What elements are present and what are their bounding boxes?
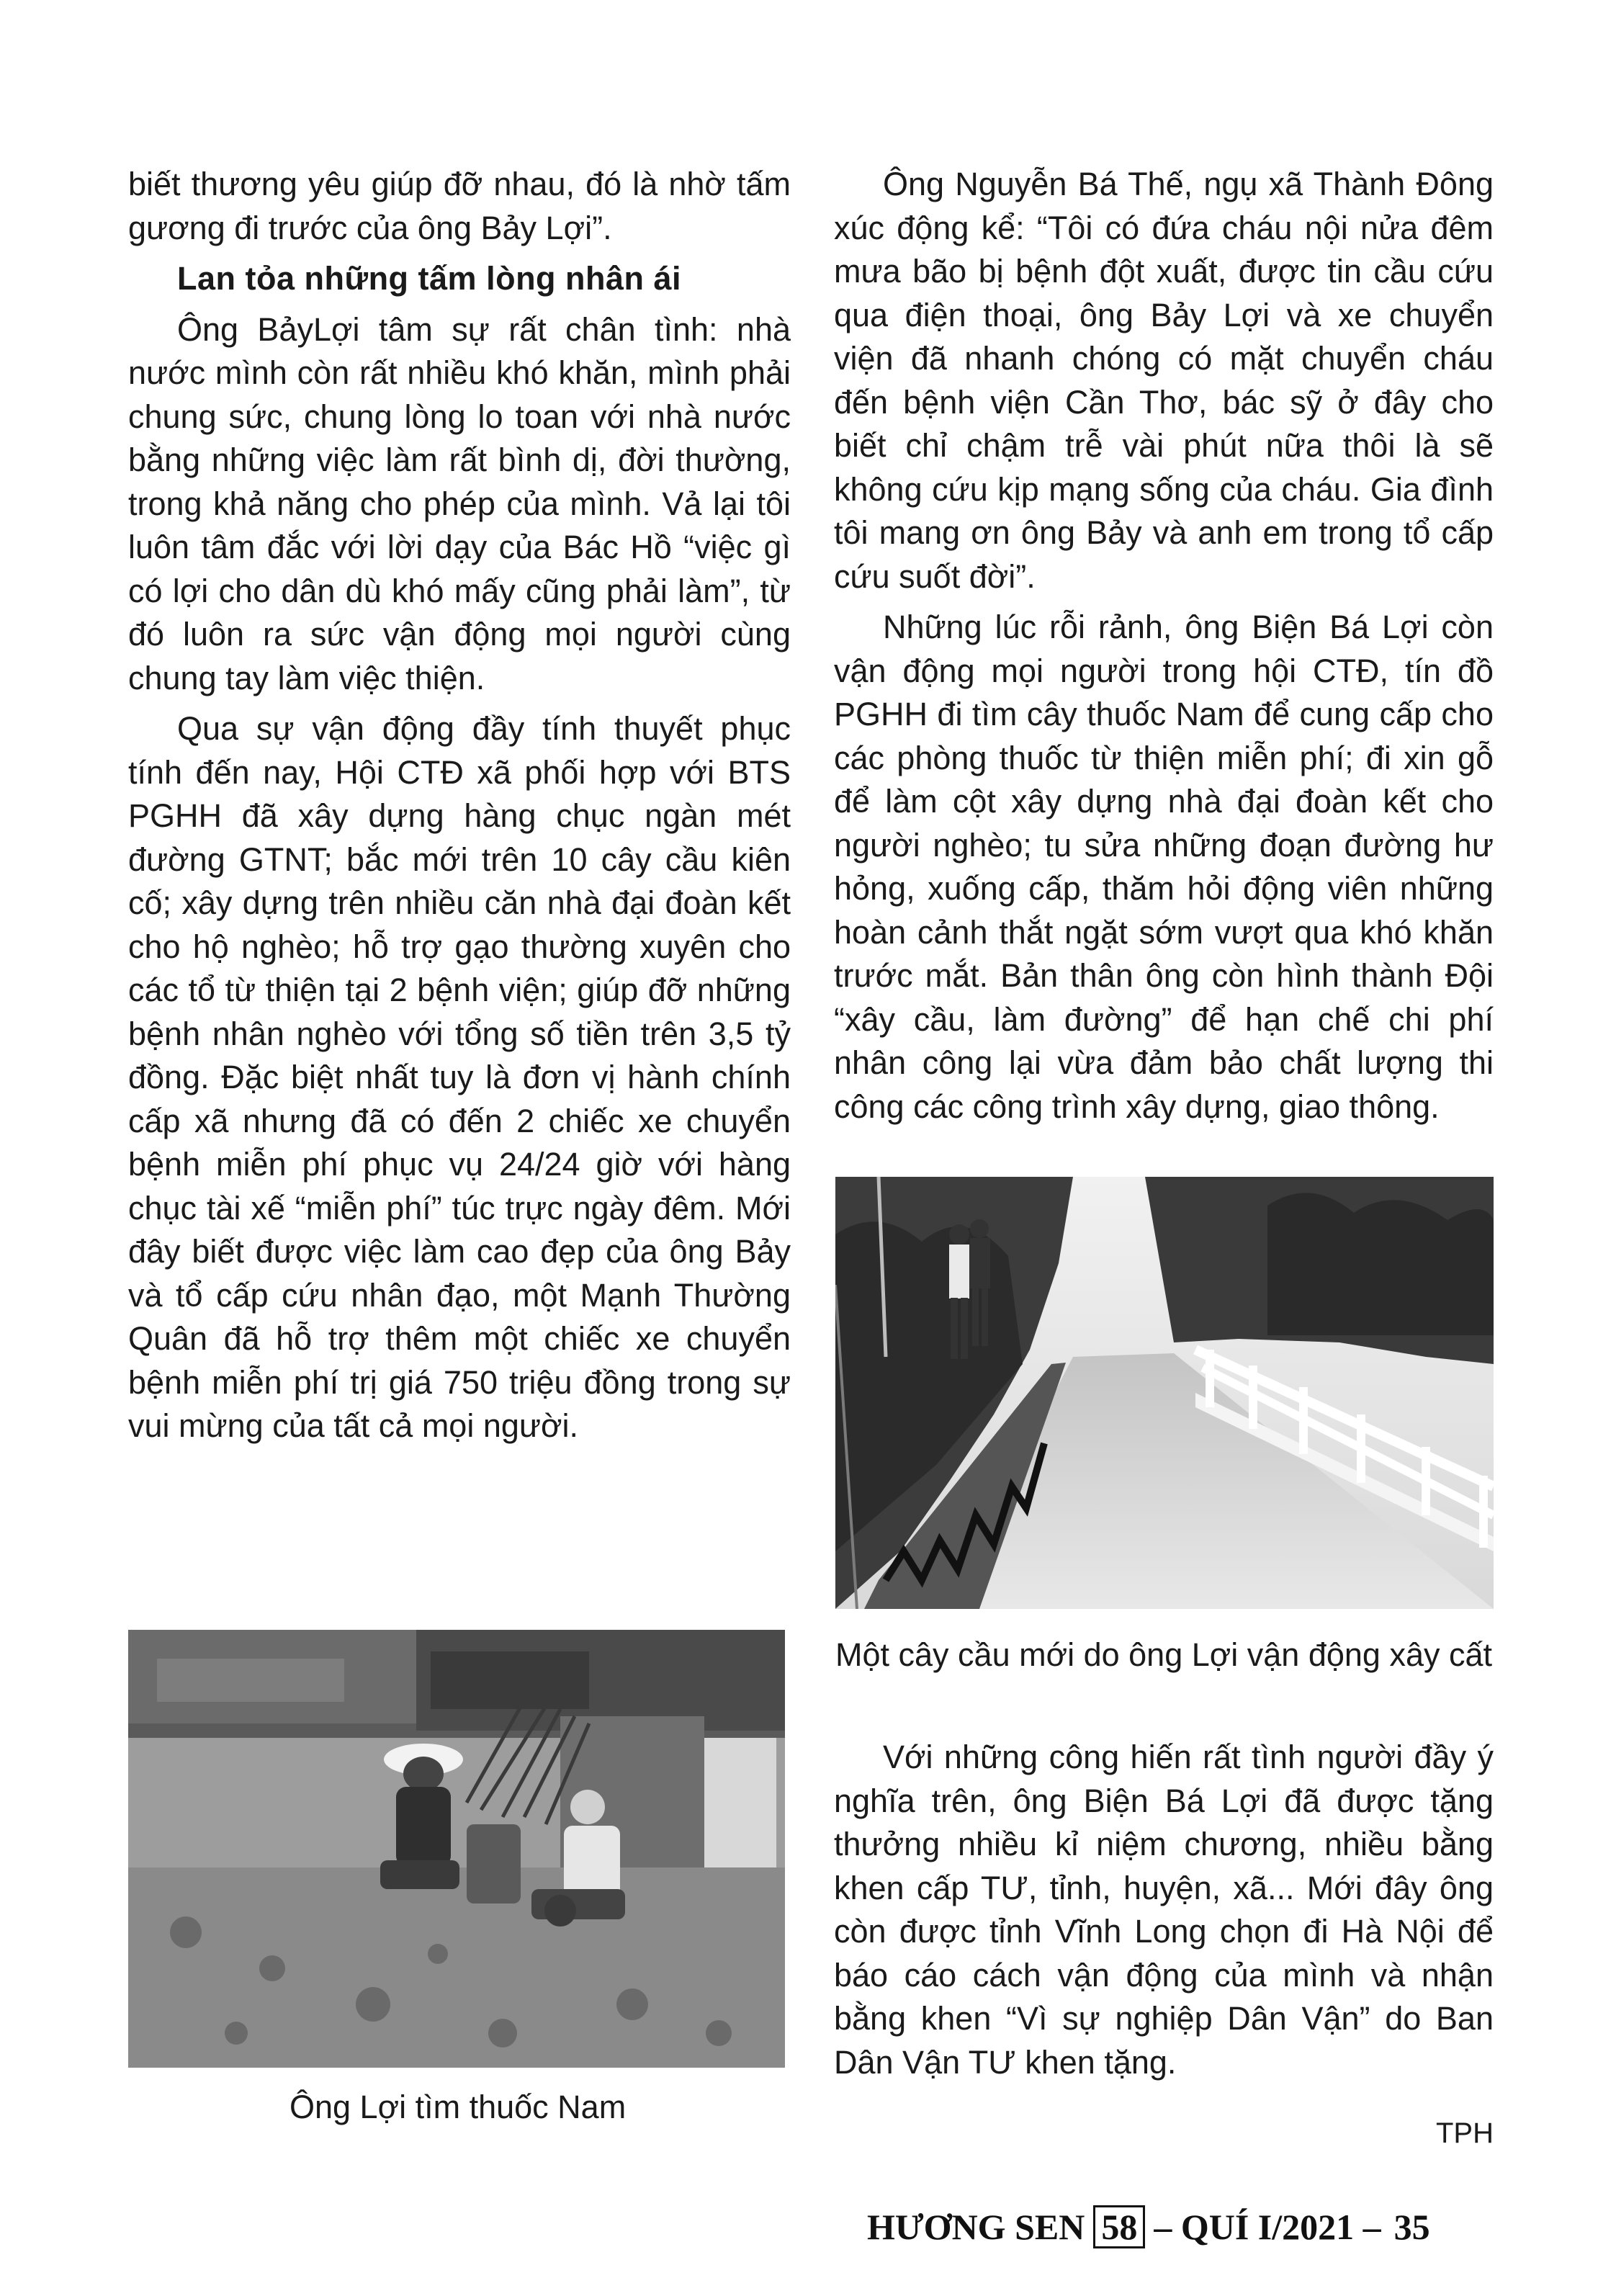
page-number: 35 (1393, 2207, 1430, 2247)
issue-quarter: – QUÍ I/2021 – (1154, 2207, 1381, 2247)
paragraph: Ông BảyLợi tâm sự rất chân tình: nhà nước mình còn rất nhiều khó khăn, mình phải chung sức, chung lòng lo toan với nhà nước bằng những việc làm rất bình dị, đời thường, trong khả năng cho phép của mình. Vả lại tôi luôn tâm đắc với lời dạy của Bác Hồ “việc gì có lợi cho dân dù khó mấy cũng phải làm”, từ đó luôn ra sức vận động mọi người cùng chung tay làm việc thiện. (128, 310, 791, 696)
herbs-photo-caption: Ông Lợi tìm thuốc Nam (289, 2089, 627, 2125)
right-column-closing (834, 1736, 1494, 2084)
bridge-photo (835, 1177, 1494, 1609)
right-column (834, 163, 1494, 1129)
bridge-photo-caption: Một cây cầu mới do ông Lợi vận động xây cất (835, 1636, 1492, 1673)
magazine-name: HƯƠNG SEN (867, 2207, 1085, 2247)
left-column (128, 163, 791, 1448)
issue-number: 58 (1093, 2205, 1145, 2248)
page-footer (867, 2205, 1430, 2248)
author-initials: TPH (1436, 2117, 1494, 2149)
paragraph: Qua sự vận động đầy tính thuyết phục tính đến nay, Hội CTĐ xã phối hợp với BTS PGHH đã xây dựng hàng chục ngàn mét đường GTNT; bắc mới trên 10 cây cầu kiên cố; xây dựng trên nhiều căn nhà đại đoàn kết cho hộ nghèo; hỗ trợ gạo thường xuyên cho các tổ từ thiện tại 2 bệnh viện; giúp đỡ những bệnh nhân nghèo với tổng số tiền trên 3,5 tỷ đồng. Đặc biệt nhất tuy là đơn vị hành chính cấp xã nhưng đã có đến 2 chiếc xe chuyển bệnh miễn phí phục vụ 24/24 giờ với hàng chục tài xế “miễn phí” túc trực ngày đêm. Mới đây biết được việc làm cao đẹp của ông Bảy và tổ cấp cứu nhân đạo, một Mạnh Thường Quân đã hỗ trợ thêm một chiếc xe chuyển bệnh miễn phí trị giá 750 triệu đồng trong sự vui mừng của tất cả mọi người. (128, 710, 791, 1444)
herbs-photo (128, 1630, 785, 2068)
paragraph: Với những công hiến rất tình người đầy ý nghĩa trên, ông Biện Bá Lợi đã được tặng thưởng nhiều kỉ niệm chương, nhiều bằng khen cấp TƯ, tỉnh, huyện, xã... Mới đây ông còn được tỉnh Vĩnh Long chọn đi Hà Nội để báo cáo cách vận động của mình và nhận bằng khen “Vì sự nghiệp Dân Vận” do Ban Dân Vận TƯ khen tặng. (834, 1739, 1494, 2081)
paragraph: Ông Nguyễn Bá Thế, ngụ xã Thành Đông xúc động kể: “Tôi có đứa cháu nội nửa đêm mưa bão bị bệnh đột xuất, được tin cầu cứu qua điện thoại, ông Bảy Lợi và xe chuyển viện đã nhanh chóng có mặt chuyển cháu đến bệnh viện Cần Thơ, bác sỹ ở đây cho biết chỉ chậm trễ vài phút nữa thôi là sẽ không cứu kịp mạng sống của cháu. Gia đình tôi mang ơn ông Bảy và anh em trong tổ cấp cứu suốt đời”. (834, 166, 1494, 595)
section-heading: Lan tỏa những tấm lòng nhân ái (177, 260, 682, 297)
paragraph: Những lúc rỗi rảnh, ông Biện Bá Lợi còn vận động mọi người trong hội CTĐ, tín đồ PGHH đi tìm cây thuốc Nam để cung cấp cho các phòng thuốc từ thiện miễn phí; đi xin gỗ để làm cột xây dựng nhà đại đoàn kết cho người nghèo; tu sửa những đoạn đường hư hỏng, xuống cấp, thăm hỏi động viên những hoàn cảnh thắt ngặt sớm vượt qua khó khăn trước mắt. Bản thân ông còn hình thành Đội “xây cầu, làm đường” để hạn chế chi phí nhân công lại vừa đảm bảo chất lượng thi công các công trình xây dựng, giao thông. (834, 609, 1494, 1125)
paragraph: biết thương yêu giúp đỡ nhau, đó là nhờ tấm gương đi trước của ông Bảy Lợi”. (128, 166, 791, 246)
